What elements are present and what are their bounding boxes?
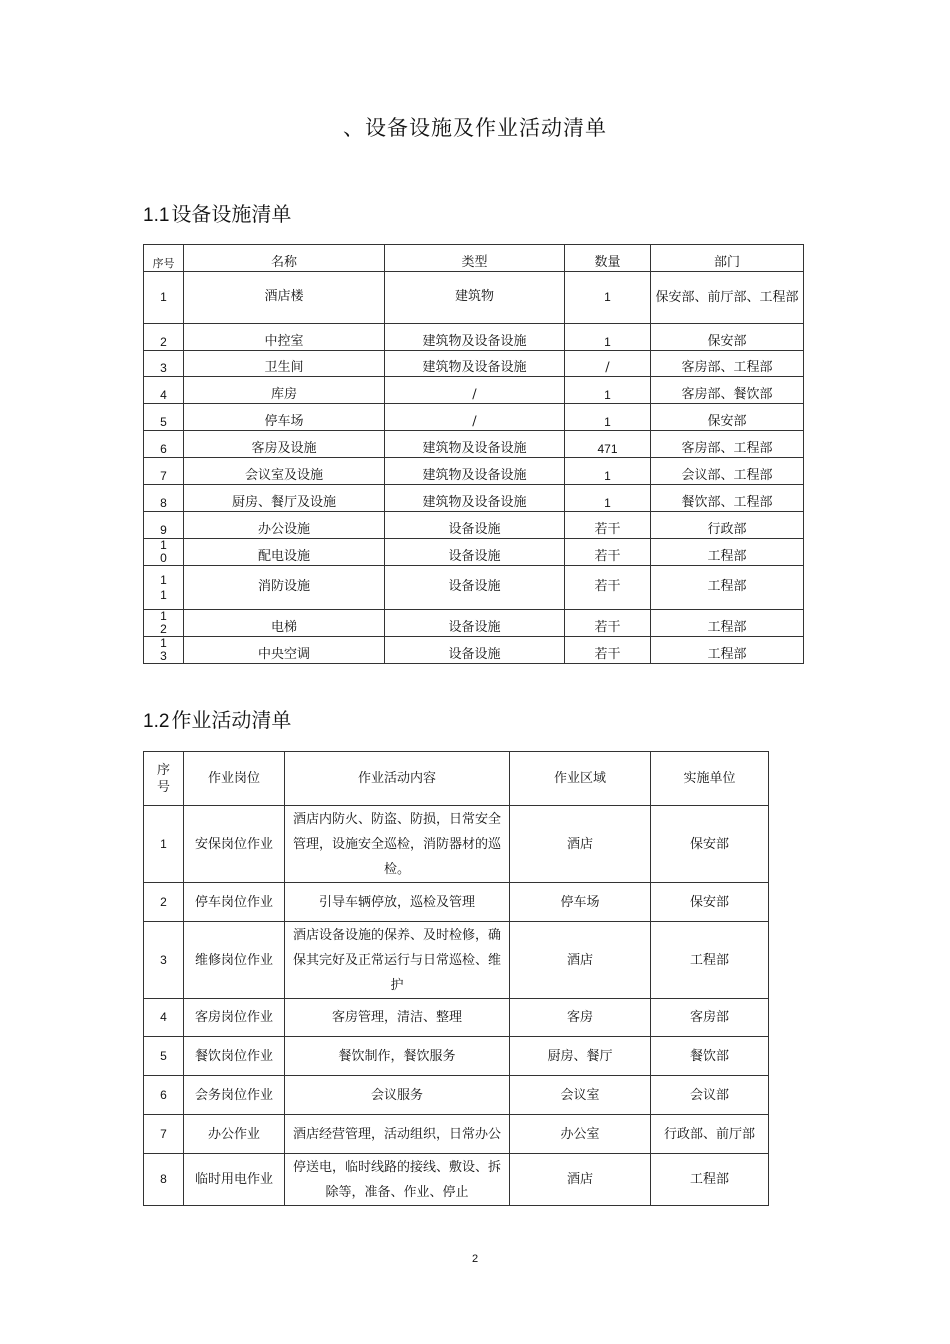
- cell-type: /: [385, 377, 565, 404]
- cell-qty: 1: [565, 485, 651, 512]
- table-row: [144, 324, 804, 351]
- cell-qty: 471: [565, 431, 651, 458]
- cell-dept: 客房部、工程部: [651, 351, 804, 377]
- table-header-row: [144, 245, 804, 272]
- cell-seq: 2: [144, 324, 184, 351]
- cell-seq: 5: [144, 404, 184, 431]
- table-row: [144, 539, 804, 566]
- table-row: [144, 458, 804, 485]
- cell-name: 客房及设施: [184, 431, 385, 458]
- cell-area: 停车场: [510, 883, 651, 922]
- cell-name: 厨房、餐厅及设施: [184, 485, 385, 512]
- cell-name: 中央空调: [184, 637, 385, 664]
- cell-seq: 10: [144, 539, 184, 566]
- section-title: 作业活动清单: [171, 708, 292, 732]
- cell-post: 办公作业: [184, 1115, 285, 1154]
- cell-qty: 若干: [565, 539, 651, 566]
- table-row: [144, 1037, 769, 1076]
- header-qty: 数量: [565, 245, 651, 272]
- table-row: [144, 637, 804, 664]
- table-header-row: [144, 752, 769, 806]
- header-unit: 实施单位: [651, 752, 769, 806]
- cell-qty: 若干: [565, 512, 651, 539]
- header-post: 作业岗位: [184, 752, 285, 806]
- cell-content: 酒店内防火、防盗、防损，日常安全 管理，设施安全巡检，消防器材的巡 检。: [285, 806, 510, 883]
- cell-type: 设备设施: [385, 512, 565, 539]
- cell-seq: 3: [144, 922, 184, 999]
- cell-qty: 1: [565, 324, 651, 351]
- cell-area: 酒店: [510, 1154, 651, 1206]
- cell-dept: 工程部: [651, 539, 804, 566]
- section-number: 1.1: [143, 205, 170, 226]
- cell-name: 配电设施: [184, 539, 385, 566]
- equipment-table: [143, 244, 804, 664]
- cell-qty: 若干: [565, 637, 651, 664]
- cell-qty: 若干: [565, 610, 651, 637]
- cell-seq: 7: [144, 1115, 184, 1154]
- cell-type: 建筑物及设备设施: [385, 324, 565, 351]
- cell-name: 中控室: [184, 324, 385, 351]
- page-number: 2: [471, 1253, 479, 1265]
- cell-dept: 行政部: [651, 512, 804, 539]
- cell-dept: 会议部、工程部: [651, 458, 804, 485]
- cell-dept: 客房部、工程部: [651, 431, 804, 458]
- cell-qty: 若干: [565, 566, 651, 610]
- cell-unit: 工程部: [651, 1154, 769, 1206]
- cell-name: 酒店楼: [184, 272, 385, 324]
- cell-area: 会议室: [510, 1076, 651, 1115]
- cell-seq: 11: [144, 566, 184, 610]
- cell-post: 安保岗位作业: [184, 806, 285, 883]
- table-row: [144, 922, 769, 999]
- cell-seq: 3: [144, 351, 184, 377]
- table-row: [144, 1115, 769, 1154]
- cell-name: 电梯: [184, 610, 385, 637]
- header-area: 作业区域: [510, 752, 651, 806]
- cell-content: 客房管理，清洁、整理: [285, 999, 510, 1037]
- cell-seq: 9: [144, 512, 184, 539]
- cell-unit: 行政部、前厅部: [651, 1115, 769, 1154]
- cell-post: 会务岗位作业: [184, 1076, 285, 1115]
- cell-seq: 13: [144, 637, 184, 664]
- table-row: [144, 883, 769, 922]
- cell-dept: 客房部、餐饮部: [651, 377, 804, 404]
- cell-seq: 4: [144, 377, 184, 404]
- cell-name: 卫生间: [184, 351, 385, 377]
- cell-unit: 餐饮部: [651, 1037, 769, 1076]
- cell-dept: 保安部、前厅部、工程部: [651, 272, 804, 324]
- cell-type: 建筑物及设备设施: [385, 458, 565, 485]
- header-seq: 序号: [144, 752, 184, 806]
- cell-seq: 7: [144, 458, 184, 485]
- section-heading-2: [143, 704, 291, 733]
- cell-seq: 8: [144, 1154, 184, 1206]
- cell-type: 建筑物及设备设施: [385, 351, 565, 377]
- section-heading-1: [143, 198, 291, 227]
- cell-unit: 工程部: [651, 922, 769, 999]
- table-row: [144, 566, 804, 610]
- cell-name: 停车场: [184, 404, 385, 431]
- section-number: 1.2: [143, 711, 170, 732]
- cell-type: 建筑物: [385, 272, 565, 324]
- cell-area: 酒店: [510, 922, 651, 999]
- cell-seq: 6: [144, 431, 184, 458]
- cell-area: 厨房、餐厅: [510, 1037, 651, 1076]
- cell-type: 设备设施: [385, 566, 565, 610]
- activity-table: [143, 751, 769, 1206]
- cell-seq: 8: [144, 485, 184, 512]
- table-row: [144, 512, 804, 539]
- cell-content: 酒店设备设施的保养、及时检修，确 保其完好及正常运行与日常巡检、维 护: [285, 922, 510, 999]
- cell-content: 会议服务: [285, 1076, 510, 1115]
- cell-type: 设备设施: [385, 610, 565, 637]
- cell-seq: 12: [144, 610, 184, 637]
- table-row: [144, 999, 769, 1037]
- cell-type: 建筑物及设备设施: [385, 431, 565, 458]
- cell-name: 会议室及设施: [184, 458, 385, 485]
- table-row: [144, 404, 804, 431]
- cell-type: 设备设施: [385, 637, 565, 664]
- cell-dept: 餐饮部、工程部: [651, 485, 804, 512]
- section-title: 设备设施清单: [171, 202, 292, 226]
- table-row: [144, 485, 804, 512]
- cell-dept: 保安部: [651, 324, 804, 351]
- table-row: [144, 806, 769, 883]
- cell-content: 停送电，临时线路的接线、敷设、拆 除等，准备、作业、停止: [285, 1154, 510, 1206]
- cell-content: 引导车辆停放，巡检及管理: [285, 883, 510, 922]
- cell-dept: 工程部: [651, 566, 804, 610]
- cell-area: 办公室: [510, 1115, 651, 1154]
- table-row: [144, 377, 804, 404]
- header-content: 作业活动内容: [285, 752, 510, 806]
- cell-post: 餐饮岗位作业: [184, 1037, 285, 1076]
- cell-dept: 工程部: [651, 637, 804, 664]
- cell-post: 停车岗位作业: [184, 883, 285, 922]
- header-dept: 部门: [651, 245, 804, 272]
- header-seq: 序号: [144, 245, 184, 272]
- cell-seq: 5: [144, 1037, 184, 1076]
- header-name: 名称: [184, 245, 385, 272]
- table-row: [144, 272, 804, 324]
- cell-seq: 1: [144, 272, 184, 324]
- cell-content: 餐饮制作，餐饮服务: [285, 1037, 510, 1076]
- table-row: [144, 351, 804, 377]
- cell-seq: 6: [144, 1076, 184, 1115]
- cell-seq: 1: [144, 806, 184, 883]
- table-row: [144, 610, 804, 637]
- cell-seq: 4: [144, 999, 184, 1037]
- cell-qty: /: [565, 351, 651, 377]
- page-title: 、设备设施及作业活动清单: [343, 116, 607, 140]
- cell-area: 客房: [510, 999, 651, 1037]
- cell-unit: 保安部: [651, 883, 769, 922]
- cell-unit: 客房部: [651, 999, 769, 1037]
- cell-seq: 2: [144, 883, 184, 922]
- cell-qty: 1: [565, 404, 651, 431]
- cell-area: 酒店: [510, 806, 651, 883]
- cell-dept: 保安部: [651, 404, 804, 431]
- cell-post: 临时用电作业: [184, 1154, 285, 1206]
- table-row: [144, 1076, 769, 1115]
- cell-name: 办公设施: [184, 512, 385, 539]
- cell-dept: 工程部: [651, 610, 804, 637]
- cell-type: 设备设施: [385, 539, 565, 566]
- header-type: 类型: [385, 245, 565, 272]
- cell-name: 库房: [184, 377, 385, 404]
- cell-qty: 1: [565, 458, 651, 485]
- cell-unit: 保安部: [651, 806, 769, 883]
- cell-name: 消防设施: [184, 566, 385, 610]
- table-row: [144, 431, 804, 458]
- cell-qty: 1: [565, 272, 651, 324]
- table-row: [144, 1154, 769, 1206]
- cell-post: 维修岗位作业: [184, 922, 285, 999]
- cell-unit: 会议部: [651, 1076, 769, 1115]
- cell-content: 酒店经营管理，活动组织，日常办公: [285, 1115, 510, 1154]
- cell-qty: 1: [565, 377, 651, 404]
- cell-post: 客房岗位作业: [184, 999, 285, 1037]
- cell-type: 建筑物及设备设施: [385, 485, 565, 512]
- cell-type: /: [385, 404, 565, 431]
